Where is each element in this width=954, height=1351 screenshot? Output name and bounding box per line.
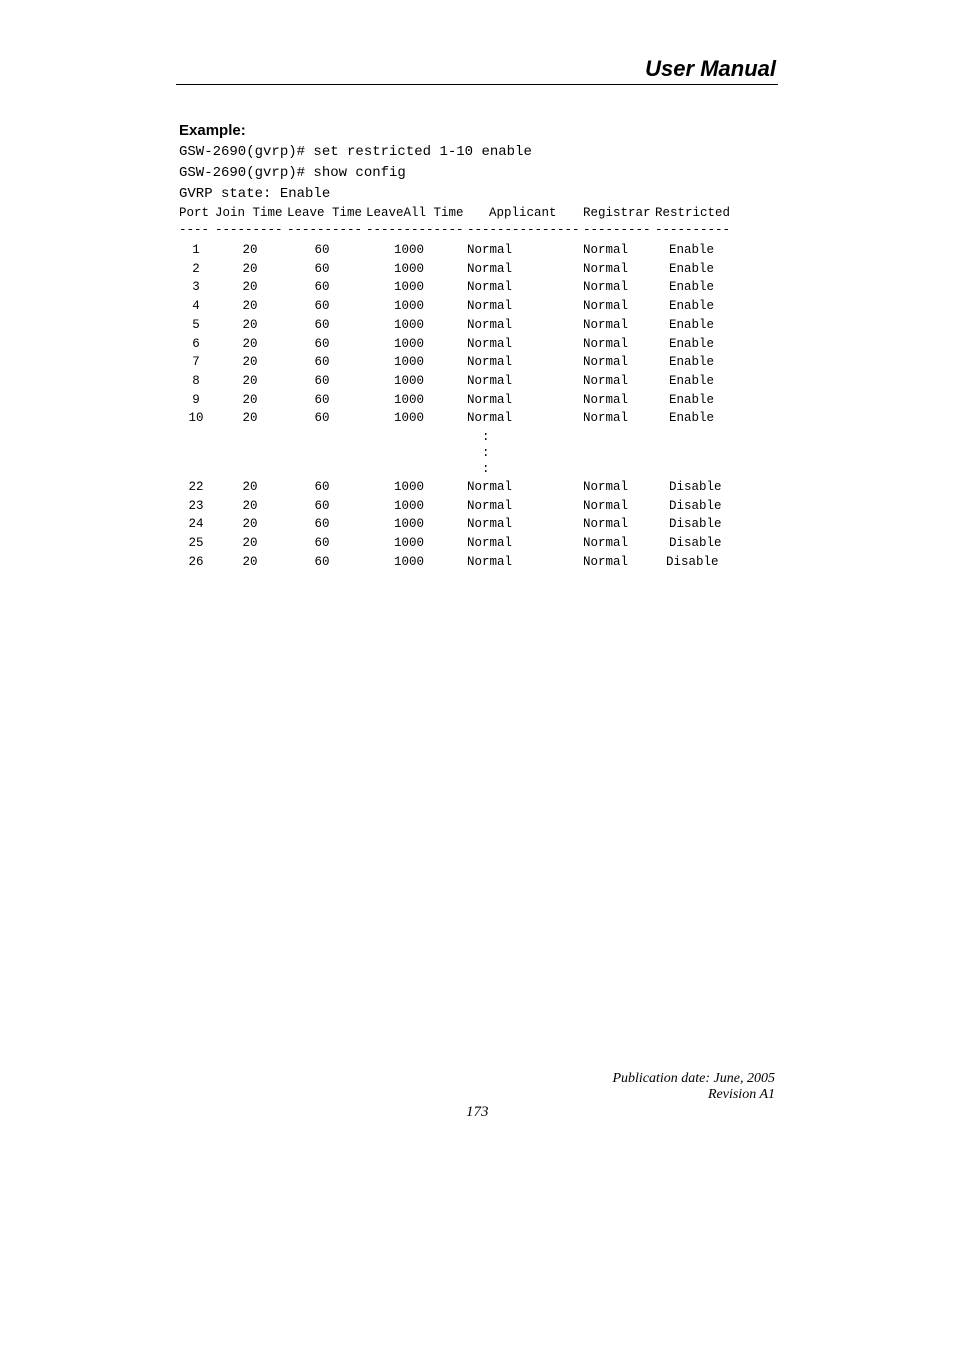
table-row xyxy=(0,280,954,298)
cell-leave-time: 60 xyxy=(314,243,330,257)
cell-registrar: Normal xyxy=(583,355,629,370)
cell-join-time: 20 xyxy=(242,317,258,332)
cell-restricted: Enable xyxy=(669,299,715,314)
cell-applicant: Normal xyxy=(467,243,513,257)
column-separator: ---------- xyxy=(287,223,363,237)
command-line-1: GSW-2690(gvrp)# set restricted 1-10 enable xyxy=(179,144,532,160)
table-row xyxy=(0,480,954,498)
column-separator: ------------- xyxy=(366,223,464,237)
cell-registrar: Normal xyxy=(583,243,629,257)
page-header-title: User Manual xyxy=(645,56,776,81)
cell-join-time: 20 xyxy=(242,243,258,257)
cell-leave-time: 60 xyxy=(314,299,330,314)
command-line-2: GSW-2690(gvrp)# show config xyxy=(179,165,406,181)
cell-applicant: Normal xyxy=(467,261,513,276)
column-header-leaveall-time: LeaveAll Time xyxy=(366,206,464,220)
cell-leave-time: 60 xyxy=(314,280,330,295)
column-header-port: Port xyxy=(179,206,210,220)
cell-applicant: Normal xyxy=(467,373,513,388)
cell-registrar: Normal xyxy=(583,336,629,351)
cell-applicant: Normal xyxy=(467,480,513,494)
cell-join-time: 20 xyxy=(242,498,258,513)
cell-port: 8 xyxy=(192,373,200,388)
cell-leaveall-time: 1000 xyxy=(393,336,425,351)
cell-restricted: Disable xyxy=(669,480,722,494)
cell-port: 25 xyxy=(188,536,204,551)
cell-port: 1 xyxy=(192,243,200,257)
cell-port: 24 xyxy=(188,517,204,532)
cell-join-time: 20 xyxy=(242,299,258,314)
cell-restricted: Enable xyxy=(669,373,715,388)
cell-leaveall-time: 1000 xyxy=(393,355,425,370)
table-row xyxy=(0,517,954,535)
cell-leaveall-time: 1000 xyxy=(393,480,425,494)
cell-port: 23 xyxy=(188,498,204,513)
cell-join-time: 20 xyxy=(242,411,258,426)
cell-leave-time: 60 xyxy=(314,411,330,426)
cell-registrar: Normal xyxy=(583,498,629,513)
cell-leave-time: 60 xyxy=(314,554,330,569)
cell-join-time: 20 xyxy=(242,280,258,295)
cell-restricted: Enable xyxy=(669,336,715,351)
table-row xyxy=(0,318,954,336)
cell-leave-time: 60 xyxy=(314,261,330,276)
cell-port: 9 xyxy=(192,392,200,407)
publication-date: Publication date: June, 2005 xyxy=(612,1071,775,1086)
cell-port: 26 xyxy=(188,554,204,569)
cell-port: 2 xyxy=(192,261,200,276)
cell-leaveall-time: 1000 xyxy=(393,498,425,513)
revision: Revision A1 xyxy=(707,1087,775,1102)
cell-leave-time: 60 xyxy=(314,498,330,513)
cell-restricted: Enable xyxy=(669,243,715,257)
cell-restricted: Disable xyxy=(669,517,722,532)
column-separator: --------------- xyxy=(467,223,580,237)
table-row xyxy=(0,374,954,392)
cell-registrar: Normal xyxy=(583,261,629,276)
cell-registrar: Normal xyxy=(583,392,629,407)
cell-restricted: Enable xyxy=(669,355,715,370)
cell-applicant: Normal xyxy=(467,498,513,513)
cell-leaveall-time: 1000 xyxy=(393,280,425,295)
ellipsis-dot: : xyxy=(482,462,490,476)
column-header-restricted: Restricted xyxy=(655,206,731,220)
cell-join-time: 20 xyxy=(242,554,258,569)
cell-registrar: Normal xyxy=(583,517,629,532)
cell-leaveall-time: 1000 xyxy=(393,373,425,388)
cell-leaveall-time: 1000 xyxy=(393,517,425,532)
cell-applicant: Normal xyxy=(467,517,513,532)
cell-leave-time: 60 xyxy=(314,480,330,494)
cell-port: 22 xyxy=(188,480,204,494)
table-row xyxy=(0,393,954,411)
cell-applicant: Normal xyxy=(467,299,513,314)
cell-applicant: Normal xyxy=(467,411,513,426)
cell-applicant: Normal xyxy=(467,554,513,569)
cell-restricted: Enable xyxy=(669,392,715,407)
cell-leaveall-time: 1000 xyxy=(393,261,425,276)
header-divider xyxy=(176,84,778,85)
cell-join-time: 20 xyxy=(242,392,258,407)
cell-restricted: Enable xyxy=(669,261,715,276)
ellipsis-dot: : xyxy=(482,446,490,460)
cell-registrar: Normal xyxy=(583,280,629,295)
cell-port: 4 xyxy=(192,299,200,314)
page-number: 173 xyxy=(466,1104,489,1120)
cell-applicant: Normal xyxy=(467,336,513,351)
cell-registrar: Normal xyxy=(583,480,629,494)
cell-restricted: Disable xyxy=(666,554,719,569)
table-row xyxy=(0,411,954,429)
cell-join-time: 20 xyxy=(242,517,258,532)
cell-leaveall-time: 1000 xyxy=(393,554,425,569)
cell-registrar: Normal xyxy=(583,373,629,388)
cell-leaveall-time: 1000 xyxy=(393,243,425,257)
status-line: GVRP state: Enable xyxy=(179,186,331,202)
cell-leave-time: 60 xyxy=(314,336,330,351)
cell-leaveall-time: 1000 xyxy=(393,299,425,314)
cell-leaveall-time: 1000 xyxy=(393,536,425,551)
table-row xyxy=(0,262,954,280)
cell-leave-time: 60 xyxy=(314,317,330,332)
cell-registrar: Normal xyxy=(583,299,629,314)
cell-applicant: Normal xyxy=(467,355,513,370)
table-row xyxy=(0,337,954,355)
cell-leave-time: 60 xyxy=(314,392,330,407)
cell-port: 6 xyxy=(192,336,200,351)
column-header-applicant: Applicant xyxy=(489,206,557,220)
table-row xyxy=(0,536,954,554)
cell-join-time: 20 xyxy=(242,536,258,551)
cell-join-time: 20 xyxy=(242,261,258,276)
cell-leave-time: 60 xyxy=(314,536,330,551)
cell-leaveall-time: 1000 xyxy=(393,317,425,332)
cell-applicant: Normal xyxy=(467,280,513,295)
table-row xyxy=(0,243,954,261)
cell-leave-time: 60 xyxy=(314,517,330,532)
cell-applicant: Normal xyxy=(467,536,513,551)
cell-registrar: Normal xyxy=(583,411,629,426)
cell-restricted: Disable xyxy=(669,536,722,551)
column-header-registrar: Registrar xyxy=(583,206,651,220)
cell-port: 10 xyxy=(188,411,204,426)
cell-join-time: 20 xyxy=(242,480,258,494)
cell-restricted: Enable xyxy=(669,280,715,295)
cell-registrar: Normal xyxy=(583,554,629,569)
table-row xyxy=(0,299,954,317)
cell-leaveall-time: 1000 xyxy=(393,411,425,426)
cell-join-time: 20 xyxy=(242,355,258,370)
example-label: Example: xyxy=(179,122,246,139)
column-separator: --------- xyxy=(583,223,651,237)
cell-port: 7 xyxy=(192,355,200,370)
table-row xyxy=(0,555,954,573)
cell-leave-time: 60 xyxy=(314,373,330,388)
cell-port: 5 xyxy=(192,317,200,332)
cell-join-time: 20 xyxy=(242,336,258,351)
cell-applicant: Normal xyxy=(467,392,513,407)
cell-leave-time: 60 xyxy=(314,355,330,370)
column-separator: --------- xyxy=(215,223,283,237)
column-header-join-time: Join Time xyxy=(215,206,283,220)
table-row xyxy=(0,499,954,517)
cell-join-time: 20 xyxy=(242,373,258,388)
table-row xyxy=(0,355,954,373)
cell-restricted: Enable xyxy=(669,411,715,426)
cell-leaveall-time: 1000 xyxy=(393,392,425,407)
ellipsis-dot: : xyxy=(482,430,490,444)
cell-restricted: Disable xyxy=(669,498,722,513)
cell-applicant: Normal xyxy=(467,317,513,332)
cell-registrar: Normal xyxy=(583,317,629,332)
column-header-leave-time: Leave Time xyxy=(287,206,363,220)
cell-restricted: Enable xyxy=(669,317,715,332)
cell-port: 3 xyxy=(192,280,200,295)
column-separator: ---------- xyxy=(655,223,731,237)
column-separator: ---- xyxy=(179,223,210,237)
cell-registrar: Normal xyxy=(583,536,629,551)
